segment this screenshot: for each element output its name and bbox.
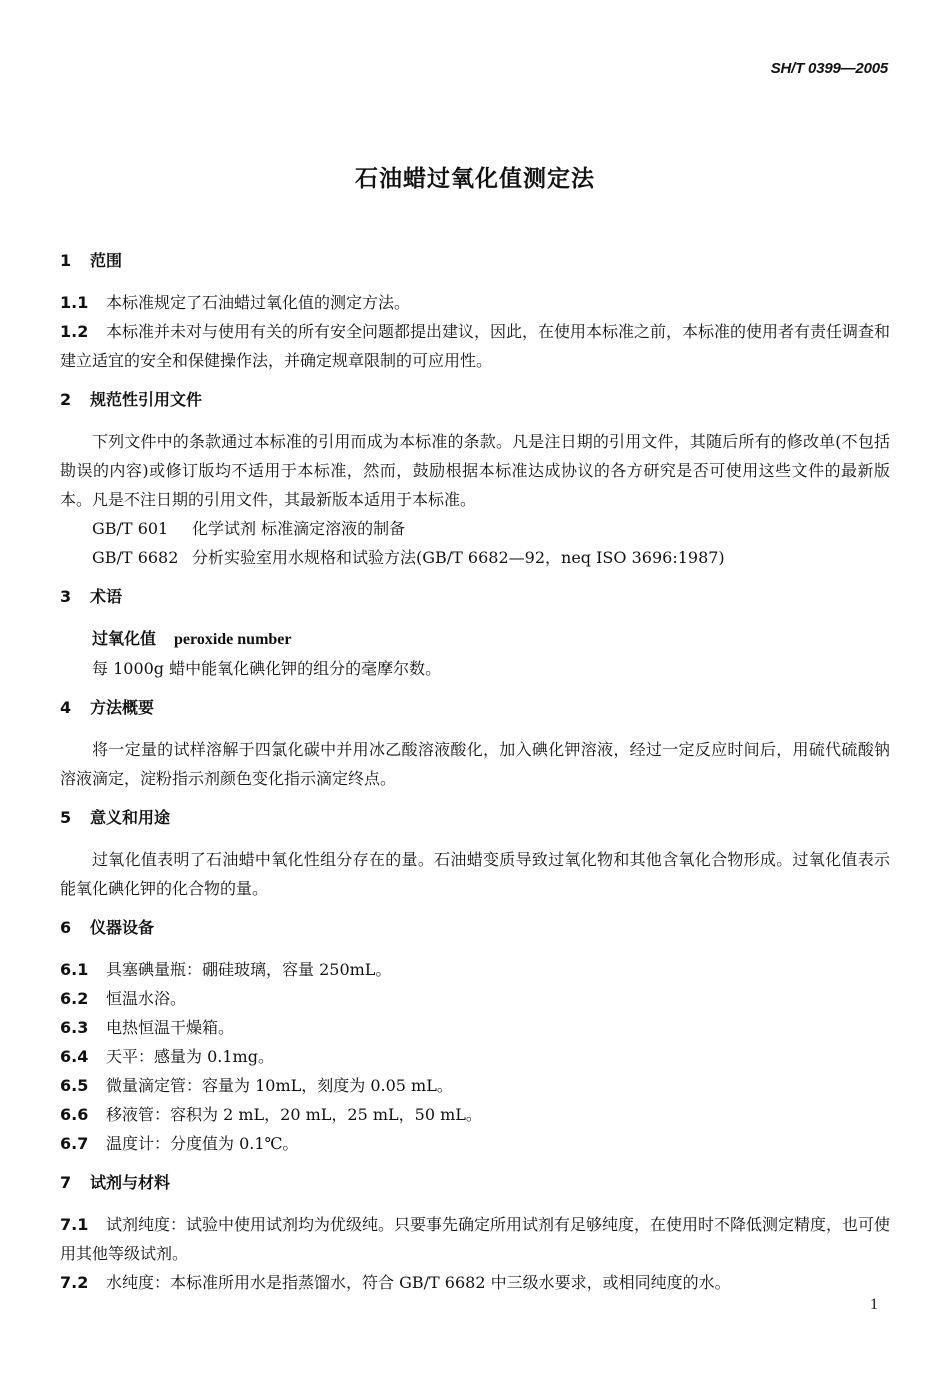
clause-number: 6.1 (60, 960, 89, 979)
document-title: 石油蜡过氧化值测定法 (355, 166, 595, 192)
section-6-heading (60, 915, 890, 941)
clause-text: 本标准规定了石油蜡过氧化值的测定方法。 (106, 293, 411, 312)
clause-number: 7.1 (60, 1215, 89, 1234)
clause-number: 1.2 (60, 322, 89, 341)
section-title: 规范性引用文件 (90, 390, 203, 409)
clause-6-1 (60, 955, 890, 984)
section-number: 2 (60, 390, 72, 409)
section-5-heading (60, 805, 890, 831)
clause-7-1 (60, 1210, 890, 1268)
standard-code: SH/T 0399—2005 (770, 60, 888, 77)
clause-text: 电热恒温干燥箱。 (106, 1018, 235, 1037)
clause-6-3 (60, 1013, 890, 1042)
clause-6-5 (60, 1071, 890, 1100)
section-number: 3 (60, 587, 72, 606)
clause-number: 6.2 (60, 989, 89, 1008)
section-title: 意义和用途 (90, 808, 171, 827)
clause-number: 7.2 (60, 1273, 89, 1292)
section-title: 方法概要 (90, 698, 155, 717)
term-english: peroxide number (174, 631, 292, 648)
clause-7-2 (60, 1268, 890, 1297)
section-number: 1 (60, 251, 72, 270)
clause-6-4 (60, 1042, 890, 1071)
section-number: 6 (60, 918, 72, 937)
clause-number: 6.4 (60, 1047, 89, 1066)
clause-6-7 (60, 1129, 890, 1158)
section-1-heading (60, 248, 890, 274)
section-title: 试剂与材料 (90, 1173, 171, 1192)
reference-title: 分析实验室用水规格和试验方法(GB/T 6682—92，neq ISO 3696:1987) (192, 548, 725, 567)
clause-text: 具塞碘量瓶：硼硅玻璃，容量 250mL。 (106, 960, 392, 979)
clause-text: 本标准并未对与使用有关的所有安全问题都提出建议，因此，在使用本标准之前，本标准的使用者有责任调查和建立适宜的安全和保健操作法，并确定规章限制的可应用性。 (60, 322, 891, 370)
significance-text: 过氧化值表明了石油蜡中氧化性组分存在的量。石油蜡变质导致过氧化物和其他含氧化合物形成。过氧化值表示能氧化碘化钾的化合物的量。 (60, 850, 890, 898)
reference-code: GB/T 6682 (92, 548, 179, 567)
section-number: 7 (60, 1173, 72, 1192)
section-title: 范围 (90, 251, 123, 270)
clause-1-1 (60, 288, 890, 317)
section-number: 4 (60, 698, 72, 717)
clause-1-2 (60, 317, 890, 375)
section-7-heading (60, 1170, 890, 1196)
term-definition: 每 1000g 蜡中能氧化碘化钾的组分的毫摩尔数。 (92, 659, 442, 678)
clause-number: 6.3 (60, 1018, 89, 1037)
section-title: 仪器设备 (90, 918, 155, 937)
term-entry (60, 624, 890, 654)
clause-text: 水纯度：本标准所用水是指蒸馏水，符合 GB/T 6682 中三级水要求，或相同纯度的水。 (106, 1273, 731, 1292)
clause-text: 天平：感量为 0.1mg。 (106, 1047, 274, 1066)
reference-item (60, 514, 890, 543)
clause-6-6 (60, 1100, 890, 1129)
clause-number: 1.1 (60, 293, 89, 312)
clause-text: 微量滴定管：容量为 10mL，刻度为 0.05 mL。 (106, 1076, 453, 1095)
clause-text: 试剂纯度：试验中使用试剂均为优级纯。只要事先确定所用试剂有足够纯度，在使用时不降低测定精度，也可使用其他等级试剂。 (60, 1215, 891, 1263)
term-chinese: 过氧化值 (92, 629, 157, 648)
clause-number: 6.6 (60, 1105, 89, 1124)
clause-6-2 (60, 984, 890, 1013)
section-title: 术语 (90, 587, 123, 606)
clause-text: 移液管：容积为 2 mL，20 mL，25 mL，50 mL。 (106, 1105, 482, 1124)
section-4-heading (60, 695, 890, 721)
method-summary: 将一定量的试样溶解于四氯化碳中并用冰乙酸溶液酸化，加入碘化钾溶液，经过一定反应时间后，用硫代硫酸钠溶液滴定，淀粉指示剂颜色变化指示滴定终点。 (60, 740, 890, 788)
clause-number: 6.5 (60, 1076, 89, 1095)
clause-number: 6.7 (60, 1134, 89, 1153)
reference-title: 化学试剂 标准滴定溶液的制备 (192, 519, 406, 538)
page-number: 1 (870, 1296, 878, 1313)
section-2-heading (60, 387, 890, 413)
document-body (60, 248, 890, 1297)
section-number: 5 (60, 808, 72, 827)
reference-item (60, 543, 890, 572)
clause-text: 恒温水浴。 (106, 989, 187, 1008)
normative-references-intro: 下列文件中的条款通过本标准的引用而成为本标准的条款。凡是注日期的引用文件，其随后所有的修改单(不包括勘误的内容)或修订版均不适用于本标准，然而，鼓励根据本标准达成协议的各方研究是否可使用这些文件的最新版本。凡是不注日期的引用文件，其最新版本适用于本标准。 (60, 432, 890, 509)
reference-code: GB/T 601 (92, 519, 169, 538)
clause-text: 温度计：分度值为 0.1℃。 (106, 1134, 299, 1153)
section-3-heading (60, 584, 890, 610)
